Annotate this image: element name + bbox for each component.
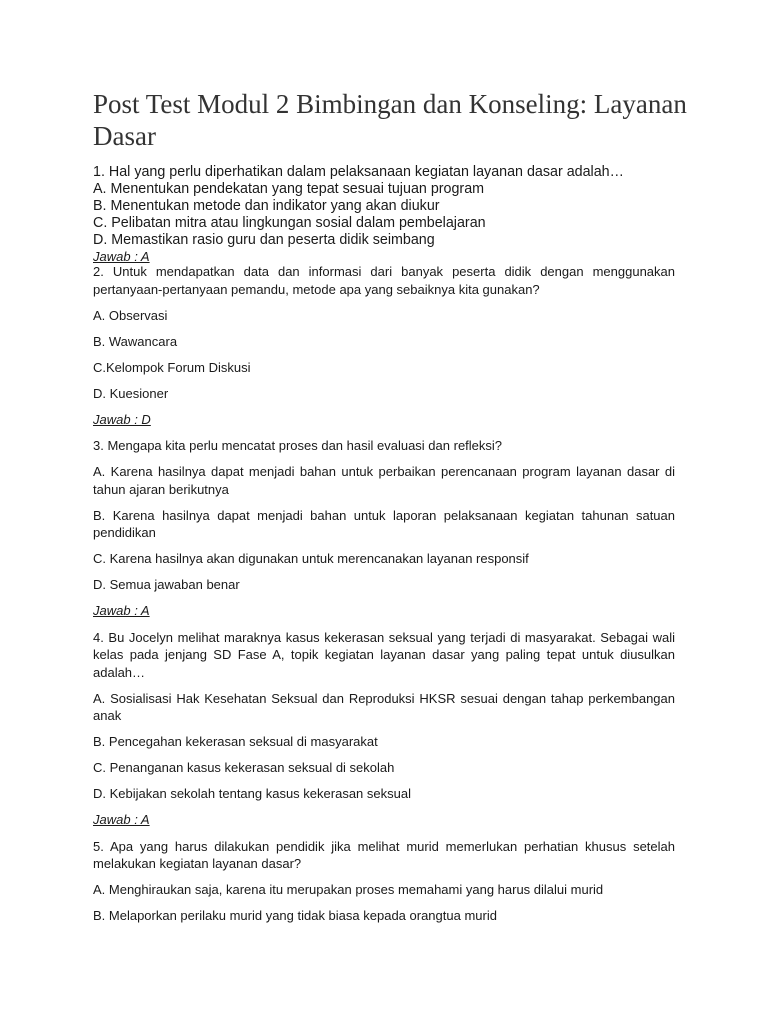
q2-option-c: C.Kelompok Forum Diskusi: [93, 359, 251, 375]
questions-body: [93, 263, 675, 933]
q3-option-d: D. Semua jawaban benar: [93, 577, 240, 592]
question-2-text: 2. Untuk mendapatkan data dan informasi dari banyak peserta didik dengan menggunakan pertanyaan-pertanyaan pemandu, metode apa yang sebaiknya kita gunakan?: [93, 264, 675, 297]
option-d: D. Memastikan rasio guru dan peserta didik seimbang: [93, 232, 435, 248]
answer-key: Jawab : A: [93, 249, 150, 264]
q4-option-c: C. Penanganan kasus kekerasan seksual di sekolah: [93, 760, 395, 775]
question-4-text: 4. Bu Jocelyn melihat maraknya kasus kekerasan seksual yang terjadi di masyarakat. Sebagai wali kelas pada jenjang SD Fase A, topik kegiatan layanan dasar yang paling tepat untuk diusulkan adalah…: [93, 629, 675, 680]
option-c: C. Pelibatan mitra atau lingkungan sosial dalam pembelajaran: [93, 215, 486, 231]
q3-option-b: B. Karena hasilnya dapat menjadi bahan untuk laporan pelaksanaan kegiatan tahunan satuan pendidikan: [93, 507, 675, 540]
q4-option-d: D. Kebijakan sekolah tentang kasus kekerasan seksual: [93, 786, 411, 801]
q5-option-b: B. Melaporkan perilaku murid yang tidak biasa kepada orangtua murid: [93, 908, 497, 923]
question-5-text: 5. Apa yang harus dilakukan pendidik jika melihat murid memerlukan perhatian khusus setelah melakukan kegiatan layanan dasar?: [93, 838, 675, 871]
q4-answer-key: Jawab : A: [93, 812, 150, 827]
question-text: 1. Hal yang perlu diperhatikan dalam pelaksanaan kegiatan layanan dasar adalah…: [93, 164, 624, 180]
document-title: Post Test Modul 2 Bimbingan dan Konseling: Layanan Dasar: [93, 89, 687, 151]
q3-option-c: C. Karena hasilnya akan digunakan untuk merencanakan layanan responsif: [93, 551, 529, 566]
q3-option-a: A. Karena hasilnya dapat menjadi bahan untuk perbaikan perencanaan program layanan dasar di tahun ajaran berikutnya: [93, 464, 675, 497]
q3-answer-key: Jawab : A: [93, 603, 150, 618]
q2-option-b: B. Wawancara: [93, 333, 178, 349]
q2-option-d: D. Kuesioner: [93, 385, 169, 401]
q4-option-b: B. Pencegahan kekerasan seksual di masyarakat: [93, 734, 378, 749]
q2-answer-key: Jawab : D: [93, 411, 151, 427]
q5-option-a: A. Menghiraukan saja, karena itu merupakan proses memahami yang harus dilalui murid: [93, 882, 604, 897]
question-1: [93, 164, 683, 264]
option-a: A. Menentukan pendekatan yang tepat sesuai tujuan program: [93, 181, 485, 197]
question-3-text: 3. Mengapa kita perlu mencatat proses dan hasil evaluasi dan refleksi?: [93, 438, 503, 453]
q4-option-a: A. Sosialisasi Hak Kesehatan Seksual dan Reproduksi HKSR sesuai dengan tahap perkembangan anak: [93, 690, 675, 723]
option-b: B. Menentukan metode dan indikator yang akan diukur: [93, 198, 440, 214]
q2-option-a: A. Observasi: [93, 307, 168, 323]
